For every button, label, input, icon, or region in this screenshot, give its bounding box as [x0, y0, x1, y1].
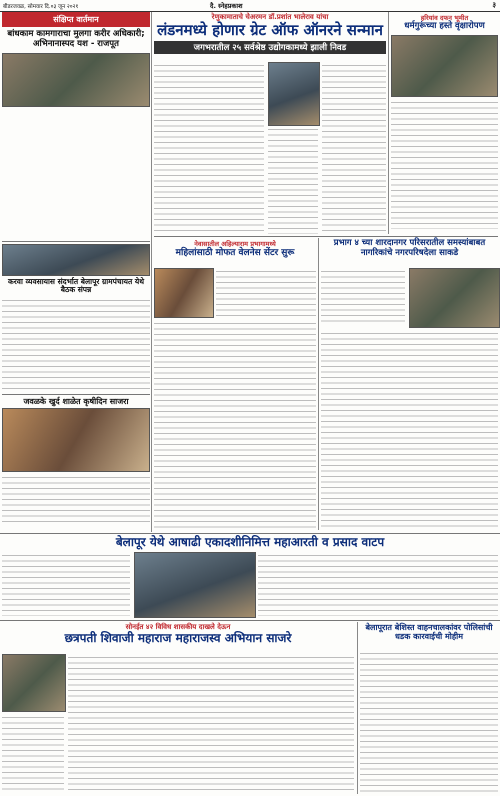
lead-body-text [154, 62, 264, 234]
right-top-headline: धर्मगुरूंच्या हस्ते वृक्षारोपण [404, 21, 485, 31]
rule [0, 533, 500, 534]
wide-headline: बेलापूर येथे आषाढी एकादशीनिमित्त महाआरती व प्रसाद वाटप [115, 535, 385, 549]
story-1-body [2, 109, 150, 239]
mid-left-kicker: नेवासातील अहिल्याराम प्रभागामध्ये [194, 240, 276, 248]
story-2-photo [2, 244, 150, 276]
column-rule [357, 622, 358, 794]
bottom-right-headline: बेलापूरात बेशिस्त वाहनचालकांवर पोलिसांची धडक कारवाईची मोहीम [365, 623, 493, 642]
mid-left-story [154, 239, 316, 258]
wide-body-1 [2, 552, 130, 616]
bottom-main-story [2, 623, 354, 646]
mid-left-body [216, 268, 316, 316]
story-1-headline: बांधकाम कामगाराचा मुलगा करीर अधिकारी; अभिनानास्पद यश - राजपूत [7, 29, 145, 49]
lead-portrait-photo [268, 62, 320, 126]
page-header [0, 0, 500, 12]
right-top-body [391, 99, 498, 229]
lead-body-text-2 [268, 126, 318, 234]
wide-photo [134, 552, 256, 618]
bottom-right-story [360, 623, 498, 641]
story-2-body [2, 297, 150, 392]
column-rule [388, 12, 389, 234]
mid-right-headline: प्रभाग ४ च्या शारदानगर परिसरातील समस्यांबाबत नागरिकांचे नगरपरिषदेला साकडे [333, 238, 486, 258]
bottom-main-body [68, 654, 354, 794]
bottom-right-body [360, 650, 498, 794]
lead-kicker: रेणुकामाताचे चेअरमन डॉ.प्रशांत भालेराव यांचा [211, 13, 329, 21]
bottom-main-caption-body [2, 714, 64, 794]
story-2-headline: करवा व्यवसायास संदर्भात बेलापूर ग्रामपंचायत येथे बैठक संपन्न [7, 276, 145, 295]
bottom-main-kicker: सोनईत ४२ विविध शासकीय दाखले देऊन [125, 623, 231, 631]
rule [154, 236, 498, 237]
column-rule [318, 238, 319, 530]
mid-left-body-2 [154, 320, 316, 530]
wide-body-2 [258, 552, 498, 616]
mid-right-story [321, 239, 498, 259]
mid-right-body [321, 268, 405, 326]
lead-subhead: जगभरातील २५ सर्वश्रेष्ठ उद्योगकामध्ये झाली निवड [154, 41, 386, 54]
header-paper-name: दै. स्नेहप्रकाश [210, 2, 243, 10]
mid-left-photo [154, 268, 214, 318]
mid-left-headline: महिलांसाठी मोफत वेलनेस सेंटर सुरू [175, 248, 295, 258]
lead-story [154, 13, 386, 54]
mid-right-photo [409, 268, 500, 328]
right-top-story [391, 13, 498, 229]
lead-headline: लंडनमध्ये होणार ग्रेट ऑफ ऑनरने सन्मान [157, 21, 383, 39]
right-top-photo [391, 35, 498, 97]
left-column [2, 12, 150, 532]
story-3-headline: जवळके खुर्द शाळेत कृषीदिन साजरा [23, 396, 129, 406]
mid-right-body-2 [321, 330, 498, 530]
rule [0, 620, 500, 621]
column-rule [151, 12, 152, 532]
bottom-main-photo [2, 654, 66, 712]
bottom-main-headline: छत्रपती शिवाजी महाराज महाराजस्व अभियान साजरे [64, 631, 292, 645]
header-page-number: ३ [492, 1, 496, 9]
story-3-body [2, 474, 150, 524]
section-title: संक्षिप्त वार्तमान [2, 12, 150, 27]
lead-body-text-3 [322, 62, 386, 234]
right-top-kicker: हरियांव दफन भूमीत [420, 14, 469, 22]
header-date: बीडरजवळ, सोमवार दि.०३ जून २०२१ [3, 4, 79, 10]
story-3-photo [2, 408, 150, 472]
wide-story [2, 536, 498, 550]
story-1-photo [2, 53, 150, 107]
